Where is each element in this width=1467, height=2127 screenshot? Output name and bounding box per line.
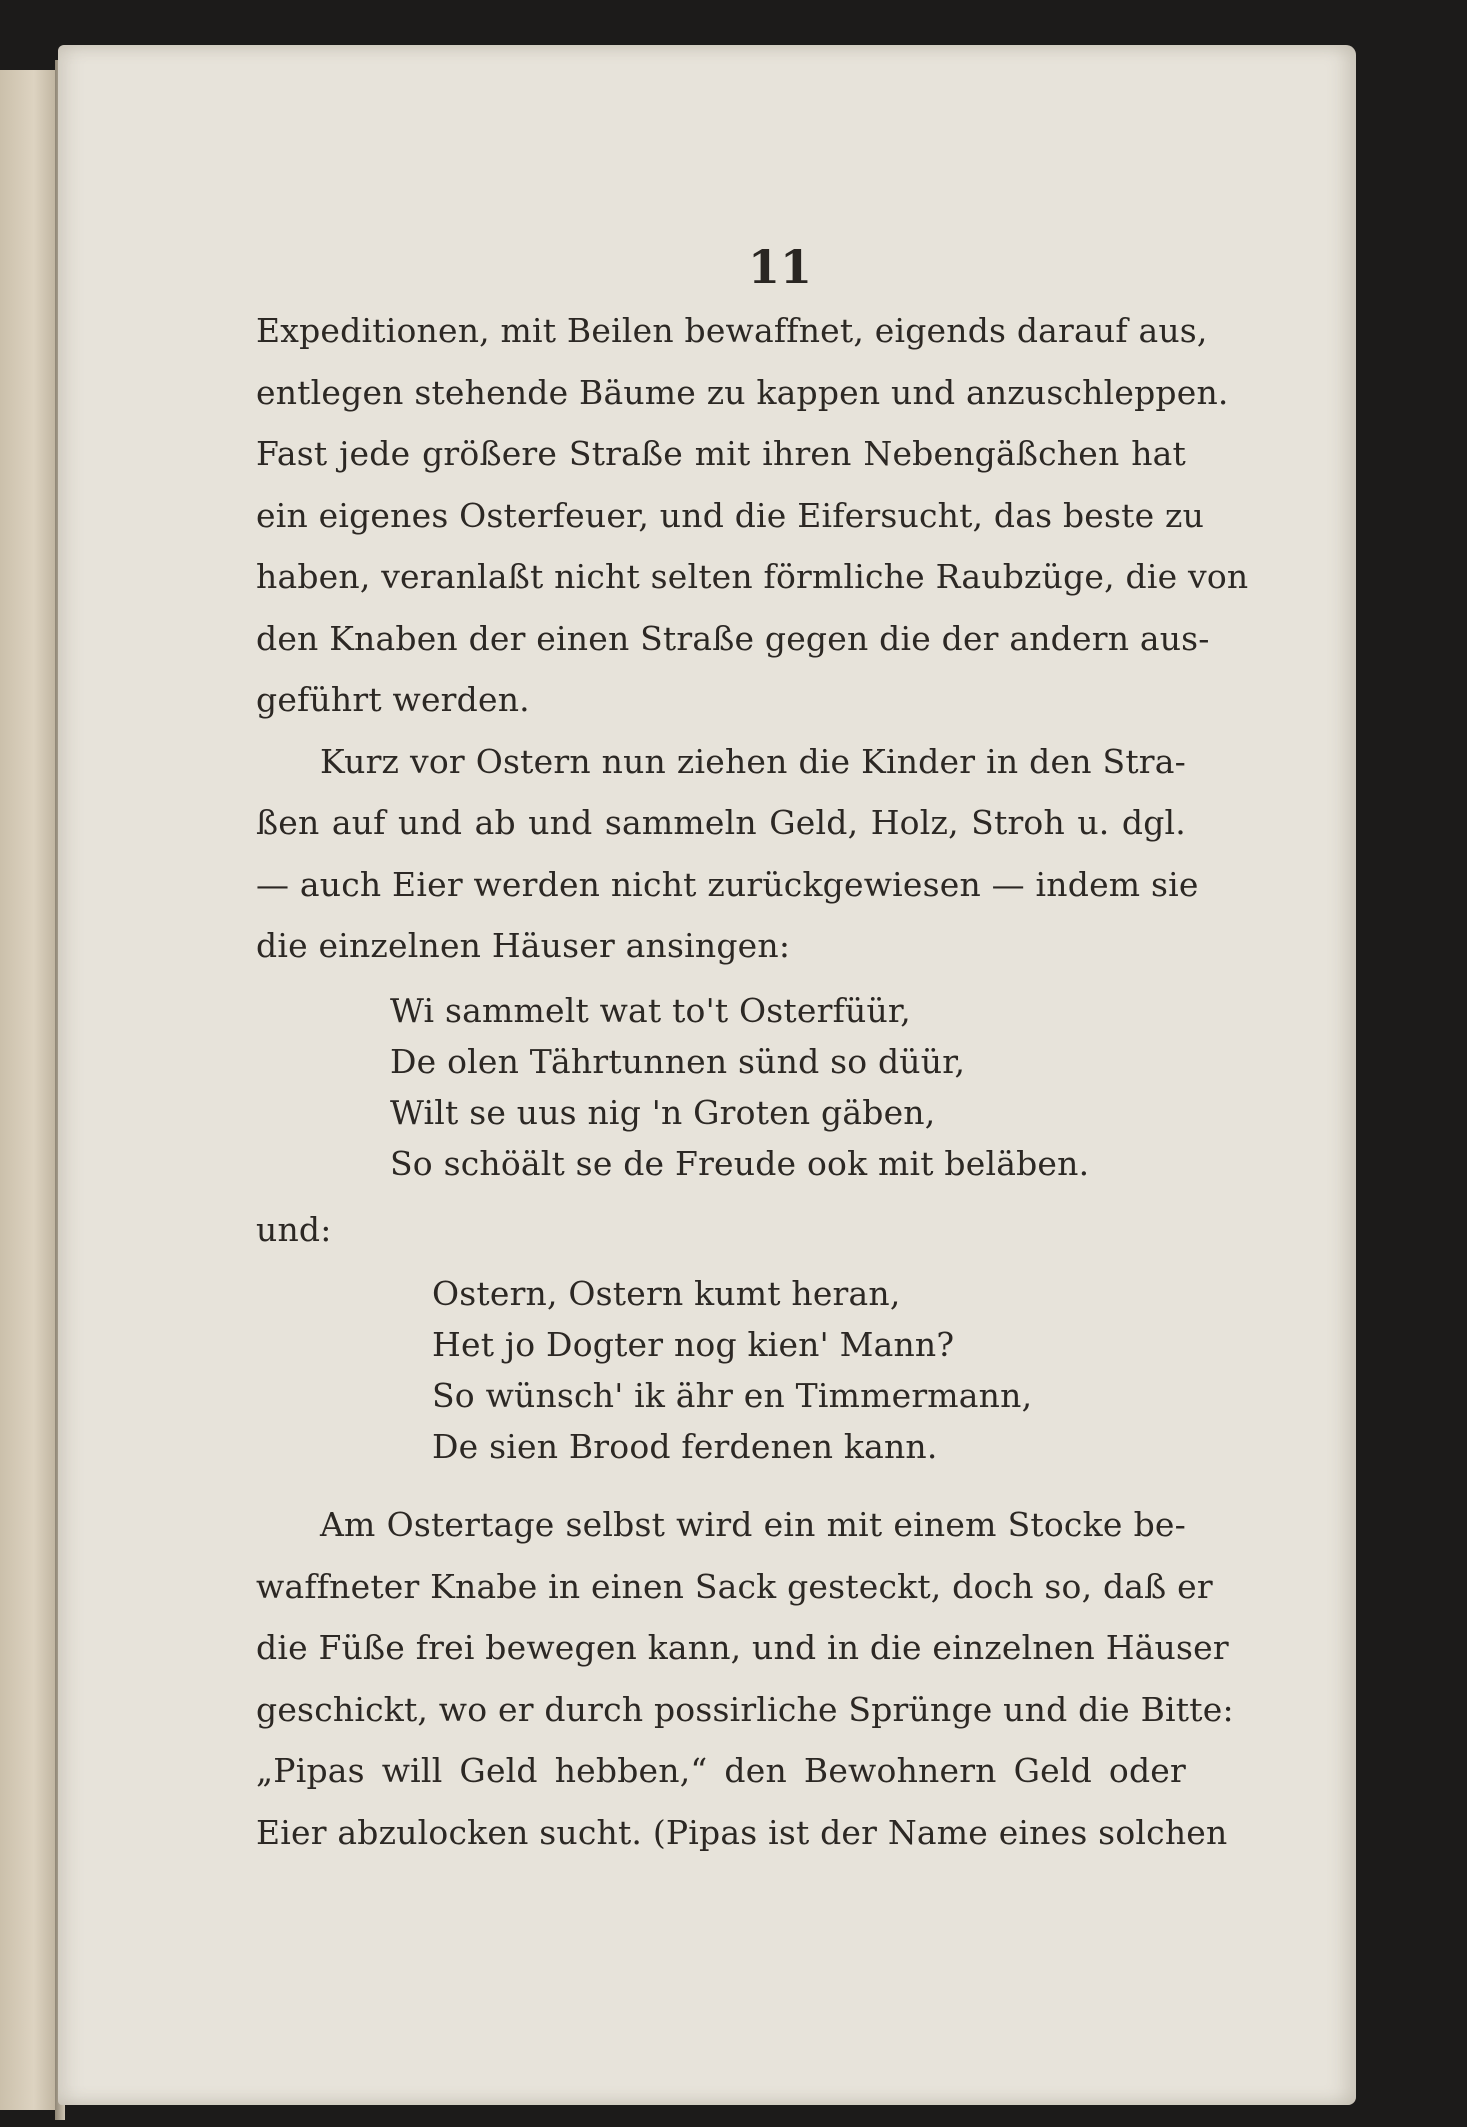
verse-2	[256, 1268, 1186, 1472]
text-line: haben, veranlaßt nicht selten förmliche Raubzüge, die von	[256, 557, 1249, 596]
text-line: entlegen stehende Bäume zu kappen und anzuschleppen.	[256, 372, 1229, 412]
paragraph-1	[256, 300, 1249, 731]
text-line: die einzelnen Häuser ansingen:	[256, 926, 791, 965]
page-number: 11	[748, 240, 813, 294]
text-line: Eier abzulocken sucht. (Pipas ist der Name eines solchen	[256, 1812, 1228, 1852]
text-line: Kurz vor Ostern nun ziehen die Kinder in den Stra-	[320, 741, 1186, 781]
paragraph-2	[256, 731, 1199, 977]
text-line: geführt werden.	[256, 680, 530, 719]
text-line: waffneter Knabe in einen Sack gesteckt, doch so, daß er	[256, 1566, 1213, 1606]
verse-line: So wünsch' ik ähr en Timmermann,	[432, 1376, 1033, 1415]
text-line: geschickt, wo er durch possirliche Sprünge und die Bitte:	[256, 1689, 1234, 1729]
text-line: Expeditionen, mit Beilen bewaffnet, eigends darauf aus,	[256, 311, 1208, 350]
text-line: den Knaben der einen Straße gegen die der andern aus-	[256, 618, 1210, 658]
verse-line: Het jo Dogter nog kien' Mann?	[432, 1325, 955, 1364]
text-line: Am Ostertage selbst wird ein mit einem Stocke be-	[320, 1505, 1186, 1544]
left-page-edge	[0, 70, 62, 2110]
verse-line: Ostern, Ostern kumt heran,	[432, 1274, 901, 1313]
verse-line: De olen Tährtunnen sünd so düür,	[390, 1041, 966, 1081]
verse-line: De sien Brood ferdenen kann.	[432, 1427, 938, 1466]
verse-line: Wilt se uus nig 'n Groten gäben,	[390, 1092, 936, 1132]
und-label: und:	[256, 1209, 332, 1249]
text-line: — auch Eier werden nicht zurückgewiesen — indem sie	[256, 864, 1199, 904]
page-body	[256, 300, 1249, 1863]
verse-1	[256, 985, 1186, 1189]
verse-line: So schöält se de Freude ook mit beläben.	[390, 1143, 1090, 1183]
paragraph-3	[256, 1494, 1234, 1863]
text-line: Fast jede größere Straße mit ihren Nebengäßchen hat	[256, 434, 1186, 473]
verse-line: Wi sammelt wat to't Osterfüür,	[390, 990, 911, 1030]
text-line: die Füße frei bewegen kann, und in die einzelnen Häuser	[256, 1628, 1229, 1667]
text-line: ein eigenes Osterfeuer, und die Eifersucht, das beste zu	[256, 495, 1205, 535]
text-line: ßen auf und ab und sammeln Geld, Holz, Stroh u. dgl.	[256, 803, 1186, 842]
text-line: „Pipas will Geld hebben,“ den Bewohnern Geld oder	[256, 1751, 1186, 1790]
